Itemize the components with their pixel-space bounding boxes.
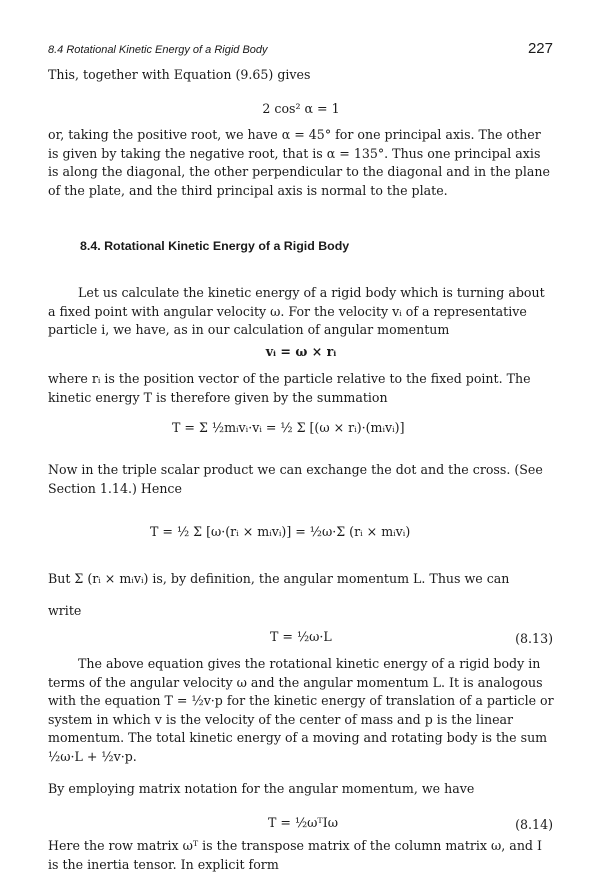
paragraph-matrix-notation: By employing matrix notation for the angular momentum, we have [48,781,475,796]
page-number: 227 [527,40,553,57]
paragraph-rotational-ke: The above equation gives the rotational kinetic energy of a rigid body in terms of the angular velocity ω and the angular momentum L. It is analogous with the equation T = ½v·p for the kinetic energy of translation of a particle or system in which v is the velocity of the center of mass and p is the linear momentum. The total kinetic energy of a moving and rotating body is the sum ½ω·L + ½v·p. [48,656,554,764]
paragraph-position-vector: where rᵢ is the position vector of the particle relative to the fixed point. The kinetic energy T is therefore given by the summation [48,371,531,405]
running-header [48,40,553,64]
paragraph-principal-axes: or, taking the positive root, we have α = 45° for one principal axis. The other is given by taking the negative root, that is α = 135°. Thus one principal axis is along the diagonal, the other perpendicular to the diagonal and in the plane of the plate, and the third principal axis is normal to the plate. [48,127,550,198]
paragraph-transpose: Here the row matrix ωᵀ is the transpose matrix of the column matrix ω, and I is the inertia tensor. In explicit form [48,838,542,872]
equation-8-14: T = ½ωᵀIω [268,815,338,830]
equation-kinetic-sum: T = Σ ½mᵢvᵢ·vᵢ = ½ Σ [(ω × rᵢ)·(mᵢvᵢ)] [172,420,405,435]
equation-8-13: T = ½ω·L [270,629,332,644]
equation-kinetic-angular: T = ½ Σ [ω·(rᵢ × mᵢvᵢ)] = ½ω·Σ (rᵢ × mᵢvᵢ) [150,524,411,539]
equation-cos-alpha: 2 cos² α = 1 [262,101,340,116]
paragraph-intro: This, together with Equation (9.65) gives [48,67,311,82]
section-title-header: 8.4 Rotational Kinetic Energy of a Rigid Body [48,44,268,56]
section-heading: 8.4. Rotational Kinetic Energy of a Rigid Body [80,239,350,253]
paragraph-write: write [48,603,82,618]
paragraph-triple-product: Now in the triple scalar product we can exchange the dot and the cross. (See Section 1.14.) Hence [48,462,543,496]
paragraph-kinetic-energy-intro: Let us calculate the kinetic energy of a rigid body which is turning about a fixed point with angular velocity ω. For the velocity vᵢ of a representative particle i, we have, as in our calculation of angular momentum [48,285,545,338]
equation-number-8-13: (8.13) [515,631,553,646]
paragraph-angular-momentum: But Σ (rᵢ × mᵢvᵢ) is, by definition, the angular momentum L. Thus we can [48,571,510,586]
equation-number-8-14: (8.14) [515,817,553,832]
equation-velocity: vᵢ = ω × rᵢ [265,344,337,359]
